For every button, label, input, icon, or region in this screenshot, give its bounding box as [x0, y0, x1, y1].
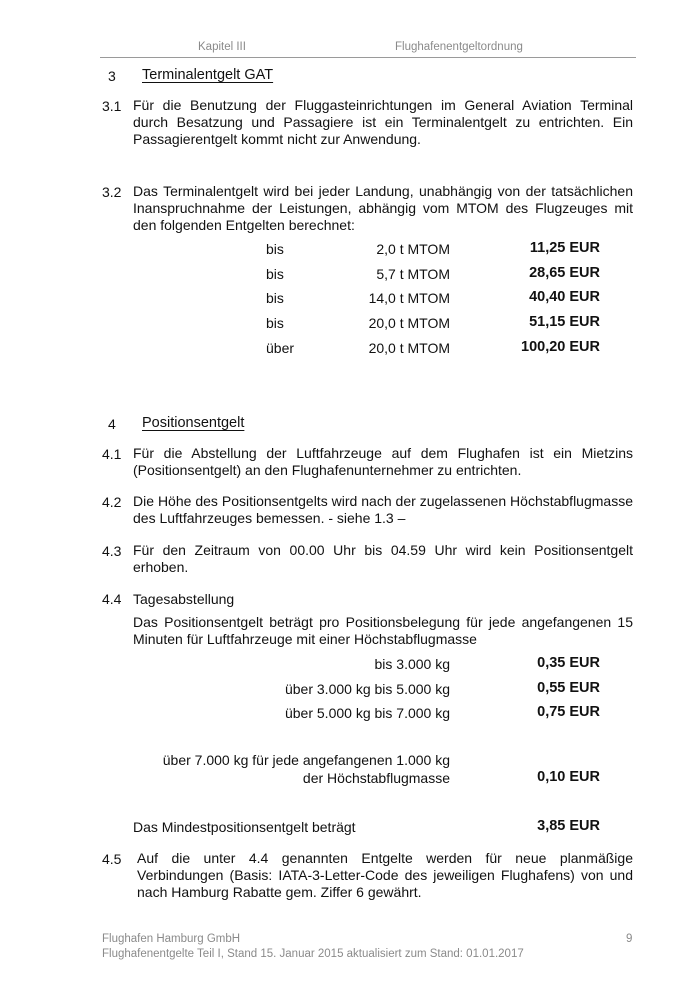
fee-qualifier: bis [266, 315, 284, 331]
fee-price: 11,25 EUR [529, 240, 600, 256]
para-4-3-text: Für den Zeitraum von 00.00 Uhr bis 04.59 Uhr wird kein Positionsentgelt erhoben. [133, 542, 633, 576]
para-3-1-text: Für die Benutzung der Fluggasteinrichtungen im General Aviation Terminal durch Besatzung und Passagiere ist ein Terminalentgelt zu entrichten. Ein Passagierentgelt kommt nicht zur Anwendung. [133, 97, 633, 148]
para-4-3-number: 4.3 [102, 543, 122, 559]
fee-price: 40,40 EUR [529, 289, 600, 305]
position-fee-extra-line2: der Höchstabflugmasse [302, 770, 450, 786]
footer-document-info: Flughafenentgelte Teil I, Stand 15. Januar 2015 aktualisiert zum Stand: 01.01.2017 [102, 948, 524, 960]
fee-qualifier: bis [266, 241, 284, 257]
fee-qualifier: über [266, 340, 295, 356]
section-3-number: 3 [108, 68, 116, 84]
minimum-fee-label: Das Mindestpositionsentgelt beträgt [133, 819, 356, 835]
para-3-2-number: 3.2 [102, 184, 122, 200]
position-fee-extra-line1: über 7.000 kg für jede angefangenen 1.000 kg [162, 752, 450, 768]
para-4-4-number: 4.4 [102, 591, 122, 607]
position-fee-label: über 3.000 kg bis 5.000 kg [284, 681, 450, 697]
fee-qualifier: bis [266, 266, 284, 282]
para-4-4-title: Tagesabstellung [133, 591, 235, 607]
para-4-4-text: Das Positionsentgelt beträgt pro Positionsbelegung für jede angefangenen 15 Minuten für Luftfahrzeuge mit einer Höchstabflugmasse [133, 614, 633, 648]
position-fee-label: über 5.000 kg bis 7.000 kg [284, 705, 450, 721]
para-4-2-number: 4.2 [102, 494, 122, 510]
position-fee-label: bis 3.000 kg [374, 656, 450, 672]
header-title: Flughafenentgeltordnung [395, 41, 523, 53]
section-3-title: Terminalentgelt GAT [142, 67, 274, 83]
fee-weight: 5,7 t MTOM [376, 266, 450, 282]
para-4-5-number: 4.5 [102, 851, 122, 867]
fee-price: 51,15 EUR [529, 314, 600, 330]
para-4-2-text: Die Höhe des Positionsentgelts wird nach der zugelassenen Höchstabflugmasse des Luftfahrzeuges bemessen. - siehe 1.3 – [133, 493, 633, 527]
para-3-2-text: Das Terminalentgelt wird bei jeder Landung, unabhängig von der tatsächlichen Inanspruchnahme der Leistungen, abhängig vom MTOM des Flugzeuges mit den folgenden Entgelten berechnet: [133, 183, 633, 234]
para-4-1-number: 4.1 [102, 446, 122, 462]
header-divider [100, 57, 636, 58]
fee-weight: 20,0 t MTOM [368, 315, 450, 331]
section-4-title: Positionsentgelt [142, 415, 245, 431]
fee-weight: 14,0 t MTOM [368, 290, 450, 306]
fee-price: 28,65 EUR [529, 265, 600, 281]
section-4-number: 4 [108, 416, 116, 432]
page-number: 9 [626, 933, 633, 945]
para-4-1-text: Für die Abstellung der Luftfahrzeuge auf dem Flughafen ist ein Mietzins (Positionsentgelt) an den Flughafenunternehmer zu entrichten. [133, 445, 633, 479]
fee-qualifier: bis [266, 290, 284, 306]
position-fee-price: 0,35 EUR [537, 655, 600, 671]
fee-weight: 20,0 t MTOM [368, 340, 450, 356]
position-fee-extra-price: 0,10 EUR [537, 769, 600, 785]
fee-weight: 2,0 t MTOM [376, 241, 450, 257]
footer-company: Flughafen Hamburg GmbH [102, 933, 241, 945]
minimum-fee-price: 3,85 EUR [537, 818, 600, 834]
header-chapter: Kapitel III [198, 41, 246, 53]
para-4-5-text: Auf die unter 4.4 genannten Entgelte werden für neue planmäßige Verbindungen (Basis: IATA-3-Letter-Code des jeweiligen Flughafens) von und nach Hamburg Rabatte gem. Ziffer 6 gewährt. [137, 850, 633, 901]
position-fee-price: 0,55 EUR [537, 680, 600, 696]
position-fee-price: 0,75 EUR [537, 704, 600, 720]
para-3-1-number: 3.1 [102, 98, 122, 114]
fee-price: 100,20 EUR [521, 339, 600, 355]
